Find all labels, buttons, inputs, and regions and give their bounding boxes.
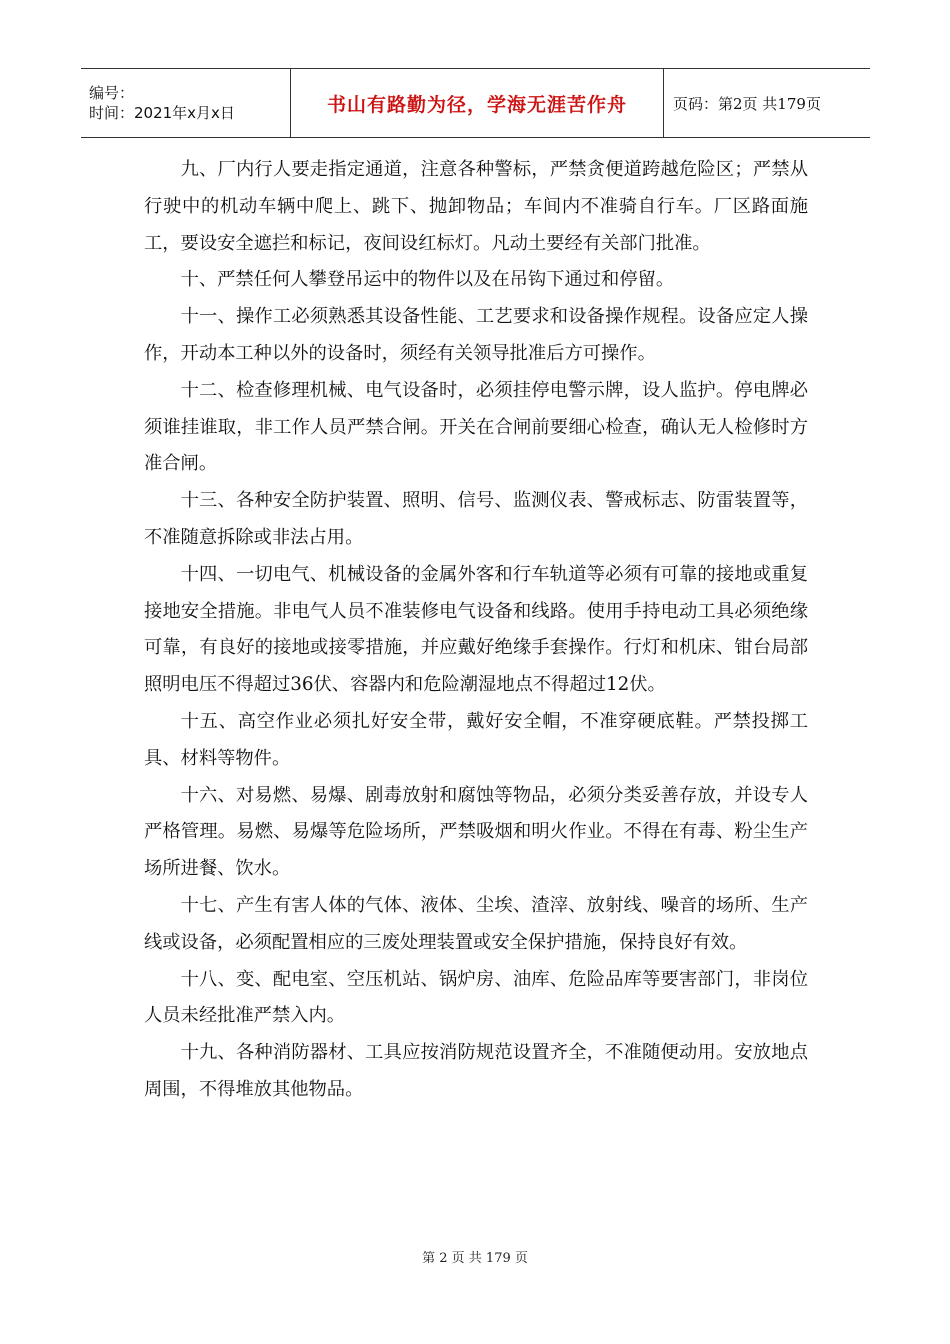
paragraph: 十六、对易燃、易爆、剧毒放射和腐蚀等物品，必须分类妥善存放，并设专人严格管理。易燃、易爆等危险场所，严禁吸烟和明火作业。不得在有毒、粉尘生产场所进餐、饮水。 — [144, 784, 808, 880]
paragraph: 十、严禁任何人攀登吊运中的物件以及在吊钩下通过和停留。 — [180, 269, 675, 291]
paragraph: 十二、检查修理机械、电气设备时，必须挂停电警示牌，设人监护。停电牌必须谁挂谁取，非工作人员严禁合闸。开关在合闸前要细心检查，确认无人检修时方准合闸。 — [144, 379, 808, 475]
paragraph: 十一、操作工必须熟悉其设备性能、工艺要求和设备操作规程。设备应定人操作，开动本工种以外的设备时，须经有关领导批准后方可操作。 — [144, 306, 808, 364]
header-page-cell — [664, 69, 870, 137]
footer-page-number: 第 2 页 共 179 页 — [422, 1251, 528, 1266]
serial-number-label: 编号： — [89, 84, 135, 102]
motto-text: 书山有路勤为径，学海无涯苦作舟 — [326, 93, 627, 116]
paragraph: 十五、高空作业必须扎好安全带，戴好安全帽，不准穿硬底鞋。严禁投掷工具、材料等物件。 — [144, 710, 808, 769]
paragraph: 十三、各种安全防护装置、照明、信号、监测仪表、警戒标志、防雷装置等，不准随意拆除或非法占用。 — [144, 490, 808, 548]
header-meta — [81, 69, 290, 137]
header-motto-cell — [290, 69, 664, 137]
date-label: 时间：2021年x月x日 — [89, 104, 235, 122]
page-number-label: 页码：第2页 共179页 — [673, 94, 821, 113]
page-header — [81, 68, 870, 138]
paragraph: 九、厂内行人要走指定通道，注意各种警标，严禁贪便道跨越危险区；严禁从行驶中的机动车辆中爬上、跳下、抛卸物品；车间内不准骑自行车。厂区路面施工，要设安全遮拦和标记，夜间设红标灯。凡动土要经有关部门批准。 — [144, 159, 808, 254]
paragraph: 十七、产生有害人体的气体、液体、尘埃、渣滓、放射线、噪音的场所、生产线或设备，必须配置相应的三废处理装置或安全保护措施，保持良好有效。 — [144, 894, 808, 953]
page-footer — [0, 1247, 950, 1266]
document-body — [144, 152, 808, 1109]
paragraph: 十四、一切电气、机械设备的金属外客和行车轨道等必须有可靠的接地或重复接地安全措施。非电气人员不准装修电气设备和线路。使用手持电动工具必须绝缘可靠，有良好的接地或接零措施，并应戴好绝缘手套操作。行灯和机床、钳台局部照明电压不得超过36伏、容器内和危险潮湿地点不得超过12伏。 — [144, 563, 808, 696]
paragraph: 十八、变、配电室、空压机站、锅炉房、油库、危险品库等要害部门，非岗位人员未经批准严禁入内。 — [144, 968, 808, 1027]
paragraph: 十九、各种消防器材、工具应按消防规范设置齐全，不准随便动用。安放地点周围，不得堆放其他物品。 — [144, 1042, 808, 1100]
